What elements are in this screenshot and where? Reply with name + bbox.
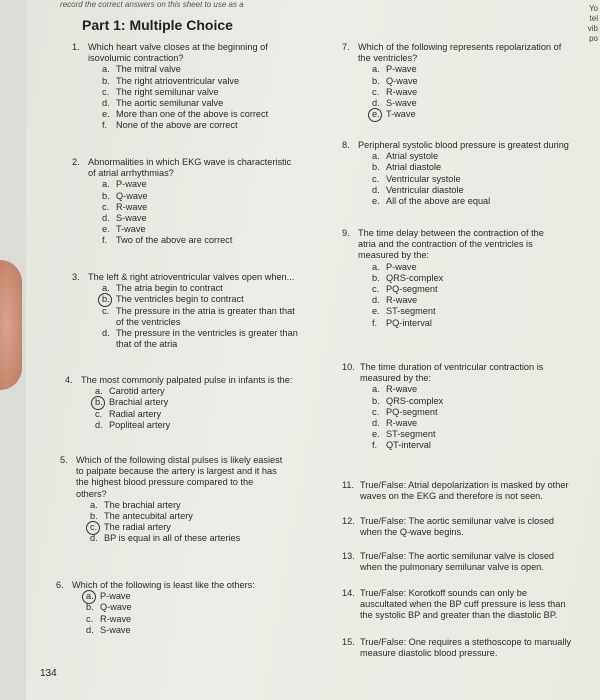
option-letter: f. (372, 317, 378, 328)
page-number: 134 (40, 668, 57, 679)
option[interactable] (90, 511, 322, 522)
option[interactable] (102, 76, 327, 87)
option-letter: f. (372, 440, 378, 451)
option[interactable] (372, 306, 596, 317)
option-letter: b. (102, 75, 110, 86)
question-7 (342, 42, 596, 120)
header-strip: record the correct answers on this sheet to use as a (60, 0, 244, 9)
question-text: isovolumic contraction? (88, 53, 184, 64)
question-10 (342, 362, 596, 452)
option-text: R-wave (386, 384, 418, 395)
question-text: Which of the following distal pulses is likely easiest (76, 455, 283, 465)
question-text: atria and the contraction of the ventricles is (358, 239, 533, 250)
question-number: 4. (65, 375, 73, 385)
question-text: Which of the following represents repolarization of (358, 42, 562, 52)
option[interactable] (102, 120, 327, 131)
question-text: the ventricles? (358, 53, 418, 64)
question-4 (65, 375, 327, 431)
option-text: Brachial artery (109, 397, 169, 408)
option-text: R-wave (386, 295, 418, 306)
question-9 (342, 228, 596, 329)
option-letter: d. (372, 98, 380, 109)
option-text: The pressure in the atria is greater than that (116, 305, 295, 316)
options-list (102, 179, 327, 246)
thumb-image (0, 260, 22, 390)
options-list (372, 151, 596, 207)
option-letter: d. (90, 533, 98, 544)
option-text: The radial artery (104, 522, 171, 533)
option-text: The right semilunar valve (116, 86, 219, 97)
option-text: The atria begin to contract (116, 283, 223, 294)
option[interactable] (372, 185, 596, 196)
option-letter: e. (372, 109, 380, 120)
edge-text-4: po (589, 34, 598, 43)
question-number: 9. (342, 228, 350, 238)
option-letter: c. (372, 406, 380, 417)
option-letter: c. (372, 173, 380, 184)
options-list (95, 386, 327, 431)
option-text: None of the above are correct (116, 120, 238, 131)
option[interactable] (372, 384, 596, 395)
option[interactable] (372, 273, 596, 284)
option[interactable] (95, 409, 327, 420)
question-14 (342, 588, 596, 622)
option-letter: c. (95, 408, 103, 419)
option-letter: c. (86, 613, 94, 624)
option-letter: e. (372, 196, 380, 207)
question-text: auscultated when the BP cuff pressure is less than (360, 599, 566, 610)
option-text: Radial artery (109, 408, 162, 419)
question-number: 14. (342, 588, 355, 598)
question-text: The time duration of ventricular contraction is (360, 362, 544, 372)
option-letter: f. (102, 235, 108, 246)
option-letter: a. (102, 283, 110, 294)
page-title: Part 1: Multiple Choice (82, 17, 233, 33)
option-letter: a. (372, 384, 380, 395)
option-text: T-wave (116, 224, 146, 235)
options-list (90, 500, 322, 545)
option-letter: b. (102, 294, 110, 305)
question-text: True/False: The aortic semilunar valve is closed (360, 516, 555, 526)
option[interactable] (102, 179, 327, 190)
question-text: The time delay between the contraction of the (358, 228, 544, 238)
option-text: The pressure in the ventricles is greater than (116, 328, 298, 339)
option-text: P-wave (386, 261, 417, 272)
option[interactable] (102, 306, 327, 317)
option-text: BP is equal in all of these arteries (104, 533, 241, 544)
option[interactable] (95, 420, 327, 431)
option-letter: d. (102, 98, 110, 109)
question-2 (72, 157, 327, 247)
question-number: 3. (72, 272, 80, 282)
option-text: QRS-complex (386, 395, 444, 406)
options-list (372, 384, 596, 451)
option-letter: e. (102, 109, 110, 120)
option-text: QRS-complex (386, 272, 444, 283)
option-text: Two of the above are correct (116, 235, 233, 246)
edge-text-1: Yo (588, 4, 598, 13)
option-text: that of the atria (116, 339, 178, 350)
option[interactable] (86, 625, 318, 636)
option-text: PQ-interval (386, 317, 432, 328)
option[interactable] (372, 284, 596, 295)
option-letter: d. (95, 419, 103, 430)
option-letter: b. (372, 75, 380, 86)
question-number: 5. (60, 455, 68, 465)
question-3 (72, 272, 327, 350)
option-text: The antecubital artery (104, 511, 193, 522)
options-list (372, 262, 596, 329)
option[interactable] (90, 533, 322, 544)
question-text: The left & right atrioventricular valves open when... (88, 272, 295, 282)
question-1 (72, 42, 327, 132)
question-text: Abnormalities in which EKG wave is characteristic (88, 157, 292, 167)
question-number: 10. (342, 362, 355, 372)
option-letter: d. (102, 328, 110, 339)
question-number: 6. (56, 580, 64, 590)
question-text: the systolic BP and greater than the diastolic BP. (360, 610, 558, 621)
option-letter: a. (372, 151, 380, 162)
option-text: R-wave (116, 201, 148, 212)
option-letter: c. (102, 86, 110, 97)
question-15 (342, 637, 596, 659)
option-letter: c. (102, 305, 110, 316)
option-text: ST-segment (386, 306, 436, 317)
option[interactable] (102, 202, 327, 213)
option-text: Q-wave (116, 190, 148, 201)
option-text: The aortic semilunar valve (116, 98, 224, 109)
option[interactable] (372, 440, 596, 451)
option-letter: c. (372, 86, 380, 97)
option-letter: d. (372, 418, 380, 429)
question-6 (56, 580, 318, 636)
option[interactable] (95, 386, 327, 397)
option-selected[interactable] (372, 109, 596, 120)
option[interactable] (102, 64, 327, 75)
option[interactable] (372, 295, 596, 306)
option-letter: a. (86, 591, 94, 602)
option-letter: e. (102, 224, 110, 235)
question-text: The most commonly palpated pulse in infants is the: (81, 375, 293, 385)
option-letter: a. (102, 64, 110, 75)
option[interactable] (372, 429, 596, 440)
option[interactable] (372, 418, 596, 429)
option-text: More than one of the above is correct (116, 109, 269, 120)
option[interactable] (86, 602, 318, 613)
question-text: to palpate because the artery is largest and it has (76, 466, 277, 477)
option-continuation (102, 317, 327, 328)
option-text: PQ-segment (386, 406, 438, 417)
option[interactable] (372, 318, 596, 329)
question-number: 12. (342, 516, 355, 526)
option-text: Q-wave (386, 75, 418, 86)
option[interactable] (102, 235, 327, 246)
option-letter: e. (372, 429, 380, 440)
option-selected[interactable] (95, 397, 327, 408)
question-text: Peripheral systolic blood pressure is greatest during (358, 140, 569, 150)
option-letter: a. (102, 179, 110, 190)
option-letter: d. (372, 295, 380, 306)
option-text: R-wave (386, 418, 418, 429)
question-text: True/False: One requires a stethoscope to manually (360, 637, 572, 647)
question-text: of atrial arrhythmias? (88, 168, 174, 179)
option[interactable] (102, 109, 327, 120)
option-letter: b. (86, 602, 94, 613)
option-letter: c. (372, 284, 380, 295)
option[interactable] (372, 87, 596, 98)
option-text: R-wave (386, 86, 418, 97)
option-text: Atrial systole (386, 151, 439, 162)
option[interactable] (372, 407, 596, 418)
option-text: Ventricular systole (386, 173, 461, 184)
option-text: All of the above are equal (386, 196, 491, 207)
option-selected[interactable] (90, 522, 322, 533)
question-number: 15. (342, 637, 355, 647)
question-number: 1. (72, 42, 80, 52)
option-letter: b. (372, 272, 380, 283)
option[interactable] (102, 87, 327, 98)
option-text: Q-wave (100, 602, 132, 613)
option-text: The mitral valve (116, 64, 181, 75)
question-8 (342, 140, 596, 207)
option[interactable] (372, 98, 596, 109)
option-text: T-wave (386, 109, 416, 120)
edge-text-2: tel (589, 14, 598, 23)
question-text: measure diastolic blood pressure. (360, 648, 498, 659)
option-text: of the ventricles (116, 316, 181, 327)
option[interactable] (90, 500, 322, 511)
option-letter: d. (372, 184, 380, 195)
option-text: PQ-segment (386, 284, 438, 295)
option-text: P-wave (116, 179, 147, 190)
option-text: The right atrioventricular valve (116, 75, 240, 86)
option-text: The ventricles begin to contract (116, 294, 244, 305)
question-13 (342, 551, 596, 573)
option[interactable] (102, 283, 327, 294)
option-selected[interactable] (102, 294, 327, 305)
option[interactable] (102, 191, 327, 202)
option-text: Atrial diastole (386, 162, 442, 173)
option[interactable] (86, 614, 318, 625)
options-list (86, 591, 318, 636)
option[interactable] (102, 98, 327, 109)
question-11 (342, 480, 596, 502)
option[interactable] (372, 196, 596, 207)
option[interactable] (102, 213, 327, 224)
option[interactable] (372, 151, 596, 162)
option-letter: a. (372, 261, 380, 272)
question-text: Which heart valve closes at the beginning of (88, 42, 268, 52)
options-list (372, 64, 596, 120)
option-letter: b. (102, 190, 110, 201)
option[interactable] (372, 262, 596, 273)
option-letter: d. (102, 213, 110, 224)
option-letter: a. (95, 386, 103, 397)
question-number: 7. (342, 42, 350, 52)
question-5 (60, 455, 322, 545)
question-text: True/False: Korotkoff sounds can only be (360, 588, 527, 598)
question-text: waves on the EKG and therefore is not seen. (360, 491, 543, 502)
option-text: S-wave (386, 98, 417, 109)
question-12 (342, 516, 596, 538)
question-text: when the pulmonary semilunar valve is open. (360, 562, 544, 573)
option-text: Popliteal artery (109, 419, 171, 430)
question-text: measured by the: (358, 250, 429, 261)
option-text: R-wave (100, 613, 132, 624)
option-letter: b. (90, 511, 98, 522)
options-list (102, 64, 327, 131)
question-number: 11. (342, 480, 355, 490)
option-letter: a. (372, 64, 380, 75)
option-text: The brachial artery (104, 499, 181, 510)
option-letter: a. (90, 499, 98, 510)
option-letter: d. (86, 624, 94, 635)
option[interactable] (372, 174, 596, 185)
option[interactable] (372, 76, 596, 87)
option-letter: c. (90, 522, 98, 533)
option-text: P-wave (386, 64, 417, 75)
question-text: when the Q-wave begins. (360, 527, 464, 538)
option-text: S-wave (116, 213, 147, 224)
option[interactable] (372, 162, 596, 173)
question-number: 8. (342, 140, 350, 150)
question-text: Which of the following is least like the others: (72, 580, 255, 590)
option-text: Ventricular diastole (386, 184, 464, 195)
question-number: 13. (342, 551, 355, 561)
options-list (102, 283, 327, 350)
question-text: others? (76, 488, 107, 499)
option[interactable] (372, 64, 596, 75)
option-letter: b. (372, 162, 380, 173)
question-text: the highest blood pressure compared to the (76, 477, 254, 488)
option-text: P-wave (100, 591, 131, 602)
option[interactable] (102, 328, 327, 339)
option-letter: c. (102, 201, 110, 212)
option-text: S-wave (100, 624, 131, 635)
option-selected[interactable] (86, 591, 318, 602)
option-letter: f. (102, 120, 108, 131)
question-text: True/False: Atrial depolarization is masked by other (360, 480, 569, 490)
option[interactable] (102, 224, 327, 235)
question-text: True/False: The aortic semilunar valve is closed (360, 551, 555, 561)
option-text: ST-segment (386, 429, 436, 440)
option-letter: e. (372, 306, 380, 317)
option[interactable] (372, 396, 596, 407)
option-text: Carotid artery (109, 386, 165, 397)
edge-text-3: vib (587, 24, 598, 33)
question-number: 2. (72, 157, 80, 167)
option-continuation (102, 339, 327, 350)
option-letter: b. (372, 395, 380, 406)
option-letter: b. (95, 397, 103, 408)
question-text: measured by the: (360, 373, 431, 384)
option-text: QT-interval (386, 440, 431, 451)
